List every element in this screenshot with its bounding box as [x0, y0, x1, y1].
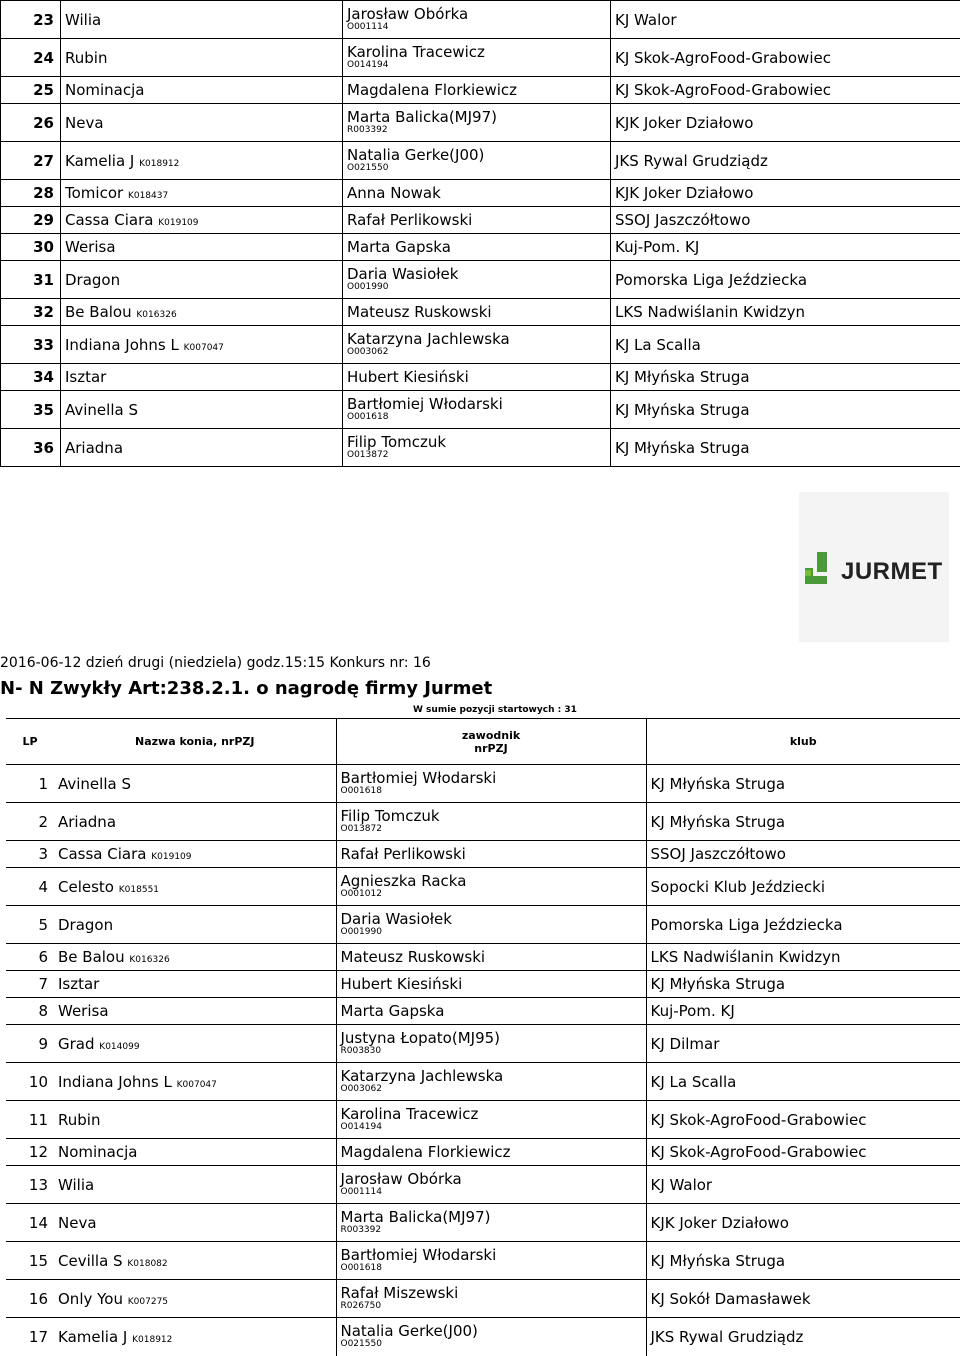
horse-name: Isztar	[65, 368, 106, 386]
horse-name: Ariadna	[65, 439, 123, 457]
horse-name: Neva	[65, 114, 104, 132]
rider-code: O001990	[341, 927, 642, 938]
rider-code: O021550	[341, 1339, 642, 1350]
header-rider-line2: nrPZJ	[341, 742, 642, 755]
rider-cell	[343, 207, 611, 234]
rider-cell	[336, 906, 646, 944]
rider-cell	[336, 1139, 646, 1166]
horse-code: K018551	[119, 885, 159, 895]
rider-cell	[343, 234, 611, 261]
horse-name: Avinella S	[65, 401, 138, 419]
club-cell: KJ Sokół Damasławek	[646, 1280, 960, 1318]
club-cell: KJ La Scalla	[611, 326, 960, 364]
rider-cell	[343, 364, 611, 391]
rider-cell	[336, 1318, 646, 1356]
row-number: 2	[6, 803, 54, 841]
rider-name: Bartłomiej Włodarski	[341, 1247, 642, 1263]
header-lp: LP	[6, 719, 54, 765]
club-cell: KJK Joker Działowo	[611, 104, 960, 142]
club-cell: KJ Młyńska Struga	[646, 971, 960, 998]
row-number: 17	[6, 1318, 54, 1356]
event-date-line: 2016-06-12 dzień drugi (niedziela) godz.15:15 Konkurs nr: 16	[0, 655, 431, 671]
rider-cell	[336, 1204, 646, 1242]
horse-name: Dragon	[65, 271, 120, 289]
rider-code: O001114	[341, 1187, 642, 1198]
horse-cell	[54, 906, 336, 944]
horse-name: Cassa Ciara	[65, 211, 153, 229]
logo-wordmark: JURMET	[841, 558, 943, 586]
row-number: 25	[1, 77, 61, 104]
horse-cell	[54, 1025, 336, 1063]
rider-name: Karolina Tracewicz	[341, 1106, 642, 1122]
rider-name: Marta Gapska	[341, 1003, 642, 1019]
rider-name: Mateusz Ruskowski	[341, 949, 642, 965]
horse-code: K018912	[139, 159, 179, 169]
horse-name: Avinella S	[58, 775, 131, 793]
row-number: 1	[6, 765, 54, 803]
row-number: 14	[6, 1204, 54, 1242]
row-number: 35	[1, 391, 61, 429]
club-cell: KJ Młyńska Struga	[646, 803, 960, 841]
rider-cell	[336, 1242, 646, 1280]
horse-cell	[61, 77, 343, 104]
table-row	[1, 299, 960, 326]
horse-cell	[54, 1280, 336, 1318]
rider-name: Anna Nowak	[347, 185, 606, 201]
club-cell: KJK Joker Działowo	[646, 1204, 960, 1242]
rider-cell	[343, 391, 611, 429]
rider-name: Rafał Miszewski	[341, 1285, 642, 1301]
results-table	[6, 718, 960, 1356]
horse-cell	[54, 971, 336, 998]
rider-name: Jarosław Obórka	[341, 1171, 642, 1187]
table-row	[1, 142, 960, 180]
horse-cell	[61, 234, 343, 261]
club-cell: KJ Dilmar	[646, 1025, 960, 1063]
rider-cell	[336, 803, 646, 841]
rider-code: O001618	[347, 412, 606, 423]
horse-name: Neva	[58, 1214, 97, 1232]
horse-name: Kamelia J	[65, 152, 134, 170]
horse-name: Be Balou	[65, 303, 132, 321]
club-cell: KJK Joker Działowo	[611, 180, 960, 207]
table-row	[1, 234, 960, 261]
horse-cell	[54, 841, 336, 868]
horse-name: Cevilla S	[58, 1252, 123, 1270]
club-cell: Kuj-Pom. KJ	[611, 234, 960, 261]
row-number: 16	[6, 1280, 54, 1318]
horse-cell	[61, 364, 343, 391]
horse-name: Grad	[58, 1035, 95, 1053]
horse-code: K018912	[132, 1335, 172, 1345]
horse-name: Nominacja	[65, 81, 144, 99]
table-row	[1, 77, 960, 104]
horse-name: Indiana Johns L	[65, 336, 179, 354]
table-row	[1, 1, 960, 39]
row-number: 8	[6, 998, 54, 1025]
table-row	[6, 1166, 960, 1204]
row-number: 6	[6, 944, 54, 971]
club-cell: KJ Młyńska Struga	[646, 765, 960, 803]
table-row	[6, 1101, 960, 1139]
row-number: 13	[6, 1166, 54, 1204]
sponsor-logo	[799, 492, 949, 642]
table-row	[1, 104, 960, 142]
rider-code: O021550	[347, 163, 606, 174]
start-list-table	[0, 0, 960, 467]
horse-code: K014099	[99, 1042, 139, 1052]
club-cell: JKS Rywal Grudziądz	[646, 1318, 960, 1356]
horse-name: Wilia	[58, 1176, 94, 1194]
club-cell: KJ Skok-AgroFood-Grabowiec	[646, 1139, 960, 1166]
row-number: 26	[1, 104, 61, 142]
horse-name: Rubin	[58, 1111, 100, 1129]
table-row	[6, 1280, 960, 1318]
horse-cell	[54, 803, 336, 841]
club-cell: KJ Młyńska Struga	[611, 391, 960, 429]
row-number: 4	[6, 868, 54, 906]
table-row	[6, 1025, 960, 1063]
rider-code: O001990	[347, 282, 606, 293]
horse-cell	[61, 261, 343, 299]
rider-cell	[336, 1101, 646, 1139]
rider-name: Katarzyna Jachlewska	[341, 1068, 642, 1084]
rider-name: Justyna Łopato(MJ95)	[341, 1030, 642, 1046]
club-cell: KJ Skok-AgroFood-Grabowiec	[611, 39, 960, 77]
rider-cell	[336, 998, 646, 1025]
horse-name: Indiana Johns L	[58, 1073, 172, 1091]
table-row	[6, 1318, 960, 1356]
table-row	[6, 765, 960, 803]
table-row	[6, 841, 960, 868]
horse-cell	[54, 1063, 336, 1101]
header-club: klub	[646, 719, 960, 765]
row-number: 29	[1, 207, 61, 234]
rider-name: Agnieszka Racka	[341, 873, 642, 889]
horse-code: K007047	[177, 1080, 217, 1090]
club-cell: Pomorska Liga Jeździecka	[646, 906, 960, 944]
table-row	[6, 944, 960, 971]
row-number: 5	[6, 906, 54, 944]
row-number: 28	[1, 180, 61, 207]
horse-cell	[54, 868, 336, 906]
horse-name: Rubin	[65, 49, 107, 67]
row-number: 7	[6, 971, 54, 998]
event-title: N- N Zwykły Art:238.2.1. o nagrodę firmy Jurmet	[0, 678, 492, 699]
table-row	[6, 803, 960, 841]
table-row	[1, 207, 960, 234]
club-cell: KJ Młyńska Struga	[611, 364, 960, 391]
table-row	[6, 1139, 960, 1166]
rider-cell	[343, 142, 611, 180]
rider-name: Bartłomiej Włodarski	[341, 770, 642, 786]
horse-name: Celesto	[58, 878, 114, 896]
table-row	[1, 261, 960, 299]
rider-code: O003062	[347, 347, 606, 358]
rider-name: Natalia Gerke(J00)	[347, 147, 606, 163]
horse-name: Wilia	[65, 11, 101, 29]
horse-code: K016326	[136, 310, 176, 320]
rider-name: Bartłomiej Włodarski	[347, 396, 606, 412]
rider-name: Magdalena Florkiewicz	[341, 1144, 642, 1160]
total-entries: W sumie pozycji startowych : 31	[413, 705, 577, 715]
club-cell: Kuj-Pom. KJ	[646, 998, 960, 1025]
club-cell: Pomorska Liga Jeździecka	[611, 261, 960, 299]
rider-name: Karolina Tracewicz	[347, 44, 606, 60]
horse-cell	[54, 944, 336, 971]
club-cell: LKS Nadwiślanin Kwidzyn	[646, 944, 960, 971]
horse-cell	[61, 104, 343, 142]
club-cell: KJ Walor	[611, 1, 960, 39]
rider-code: O014194	[347, 60, 606, 71]
horse-name: Werisa	[58, 1002, 109, 1020]
rider-cell	[336, 971, 646, 998]
club-cell: LKS Nadwiślanin Kwidzyn	[611, 299, 960, 326]
horse-cell	[54, 998, 336, 1025]
club-cell: SSOJ Jaszczółtowo	[611, 207, 960, 234]
rider-code: O001618	[341, 1263, 642, 1274]
row-number: 11	[6, 1101, 54, 1139]
horse-name: Be Balou	[58, 948, 125, 966]
rider-name: Rafał Perlikowski	[347, 212, 606, 228]
horse-code: K019109	[151, 852, 191, 862]
rider-cell	[343, 104, 611, 142]
horse-code: K018082	[127, 1259, 167, 1269]
row-number: 27	[1, 142, 61, 180]
rider-code: O013872	[341, 824, 642, 835]
rider-name: Marta Balicka(MJ97)	[347, 109, 606, 125]
horse-code: K019109	[158, 218, 198, 228]
table-row	[6, 1204, 960, 1242]
rider-name: Katarzyna Jachlewska	[347, 331, 606, 347]
horse-cell	[61, 180, 343, 207]
horse-name: Nominacja	[58, 1143, 137, 1161]
horse-name: Kamelia J	[58, 1328, 127, 1346]
table-row	[1, 326, 960, 364]
row-number: 24	[1, 39, 61, 77]
horse-cell	[54, 1101, 336, 1139]
rider-code: R026750	[341, 1301, 642, 1312]
horse-name: Werisa	[65, 238, 116, 256]
rider-name: Marta Balicka(MJ97)	[341, 1209, 642, 1225]
horse-cell	[54, 765, 336, 803]
row-number: 33	[1, 326, 61, 364]
rider-cell	[343, 299, 611, 326]
rider-code: O001618	[341, 786, 642, 797]
rider-cell	[336, 841, 646, 868]
horse-name: Dragon	[58, 916, 113, 934]
table-row	[1, 180, 960, 207]
club-cell: Sopocki Klub Jeździecki	[646, 868, 960, 906]
table-row	[6, 1242, 960, 1280]
row-number: 34	[1, 364, 61, 391]
row-number: 36	[1, 429, 61, 467]
rider-code: O001114	[347, 22, 606, 33]
header-horse: Nazwa konia, nrPZJ	[54, 719, 336, 765]
row-number: 32	[1, 299, 61, 326]
rider-name: Daria Wasiołek	[347, 266, 606, 282]
rider-name: Filip Tomczuk	[347, 434, 606, 450]
rider-name: Filip Tomczuk	[341, 808, 642, 824]
horse-cell	[54, 1318, 336, 1356]
rider-name: Jarosław Obórka	[347, 6, 606, 22]
horse-cell	[54, 1242, 336, 1280]
rider-cell	[336, 868, 646, 906]
rider-name: Daria Wasiołek	[341, 911, 642, 927]
row-number: 30	[1, 234, 61, 261]
horse-code: K007047	[184, 343, 224, 353]
rider-code: O014194	[341, 1122, 642, 1133]
rider-name: Hubert Kiesiński	[341, 976, 642, 992]
table-row	[1, 429, 960, 467]
table-row	[1, 39, 960, 77]
table-row	[6, 868, 960, 906]
header-rider-line1: zawodnik	[341, 729, 642, 742]
rider-name: Marta Gapska	[347, 239, 606, 255]
rider-name: Rafał Perlikowski	[341, 846, 642, 862]
row-number: 10	[6, 1063, 54, 1101]
club-cell: SSOJ Jaszczółtowo	[646, 841, 960, 868]
rider-name: Natalia Gerke(J00)	[341, 1323, 642, 1339]
rider-cell	[343, 77, 611, 104]
row-number: 9	[6, 1025, 54, 1063]
club-cell: KJ La Scalla	[646, 1063, 960, 1101]
horse-name: Ariadna	[58, 813, 116, 831]
horse-cell	[61, 299, 343, 326]
row-number: 31	[1, 261, 61, 299]
header-rider	[336, 719, 646, 765]
rider-cell	[336, 1166, 646, 1204]
horse-cell	[61, 326, 343, 364]
horse-cell	[61, 39, 343, 77]
club-cell: KJ Młyńska Struga	[611, 429, 960, 467]
horse-cell	[61, 207, 343, 234]
horse-cell	[61, 142, 343, 180]
club-cell: KJ Walor	[646, 1166, 960, 1204]
club-cell: KJ Młyńska Struga	[646, 1242, 960, 1280]
rider-cell	[343, 429, 611, 467]
horse-cell	[54, 1204, 336, 1242]
rider-cell	[343, 1, 611, 39]
rider-cell	[336, 944, 646, 971]
rider-cell	[343, 39, 611, 77]
rider-name: Hubert Kiesiński	[347, 369, 606, 385]
rider-cell	[343, 180, 611, 207]
rider-cell	[336, 1280, 646, 1318]
rider-code: O001012	[341, 889, 642, 900]
club-cell: JKS Rywal Grudziądz	[611, 142, 960, 180]
rider-code: R003392	[341, 1225, 642, 1236]
horse-name: Isztar	[58, 975, 99, 993]
horse-cell	[61, 1, 343, 39]
rider-code: O003062	[341, 1084, 642, 1095]
horse-code: K018437	[128, 191, 168, 201]
rider-code: R003392	[347, 125, 606, 136]
row-number: 15	[6, 1242, 54, 1280]
rider-name: Magdalena Florkiewicz	[347, 82, 606, 98]
rider-cell	[343, 261, 611, 299]
row-number: 12	[6, 1139, 54, 1166]
table-row	[1, 391, 960, 429]
horse-cell	[54, 1139, 336, 1166]
horse-name: Only You	[58, 1290, 123, 1308]
horse-code: K016326	[129, 955, 169, 965]
horse-cell	[61, 391, 343, 429]
club-cell: KJ Skok-AgroFood-Grabowiec	[611, 77, 960, 104]
rider-code: R003830	[341, 1046, 642, 1057]
table-row	[6, 971, 960, 998]
horse-cell	[61, 429, 343, 467]
row-number: 3	[6, 841, 54, 868]
rider-cell	[336, 1025, 646, 1063]
table-row	[6, 998, 960, 1025]
table-row	[6, 1063, 960, 1101]
jurmet-logo-icon	[803, 550, 833, 586]
rider-cell	[343, 326, 611, 364]
results-header-row	[6, 719, 960, 765]
horse-name: Tomicor	[65, 184, 123, 202]
table-row	[6, 906, 960, 944]
rider-name: Mateusz Ruskowski	[347, 304, 606, 320]
horse-name: Cassa Ciara	[58, 845, 146, 863]
club-cell: KJ Skok-AgroFood-Grabowiec	[646, 1101, 960, 1139]
table-row	[1, 364, 960, 391]
rider-cell	[336, 1063, 646, 1101]
horse-code: K007275	[128, 1297, 168, 1307]
row-number: 23	[1, 1, 61, 39]
rider-cell	[336, 765, 646, 803]
horse-cell	[54, 1166, 336, 1204]
rider-code: O013872	[347, 450, 606, 461]
